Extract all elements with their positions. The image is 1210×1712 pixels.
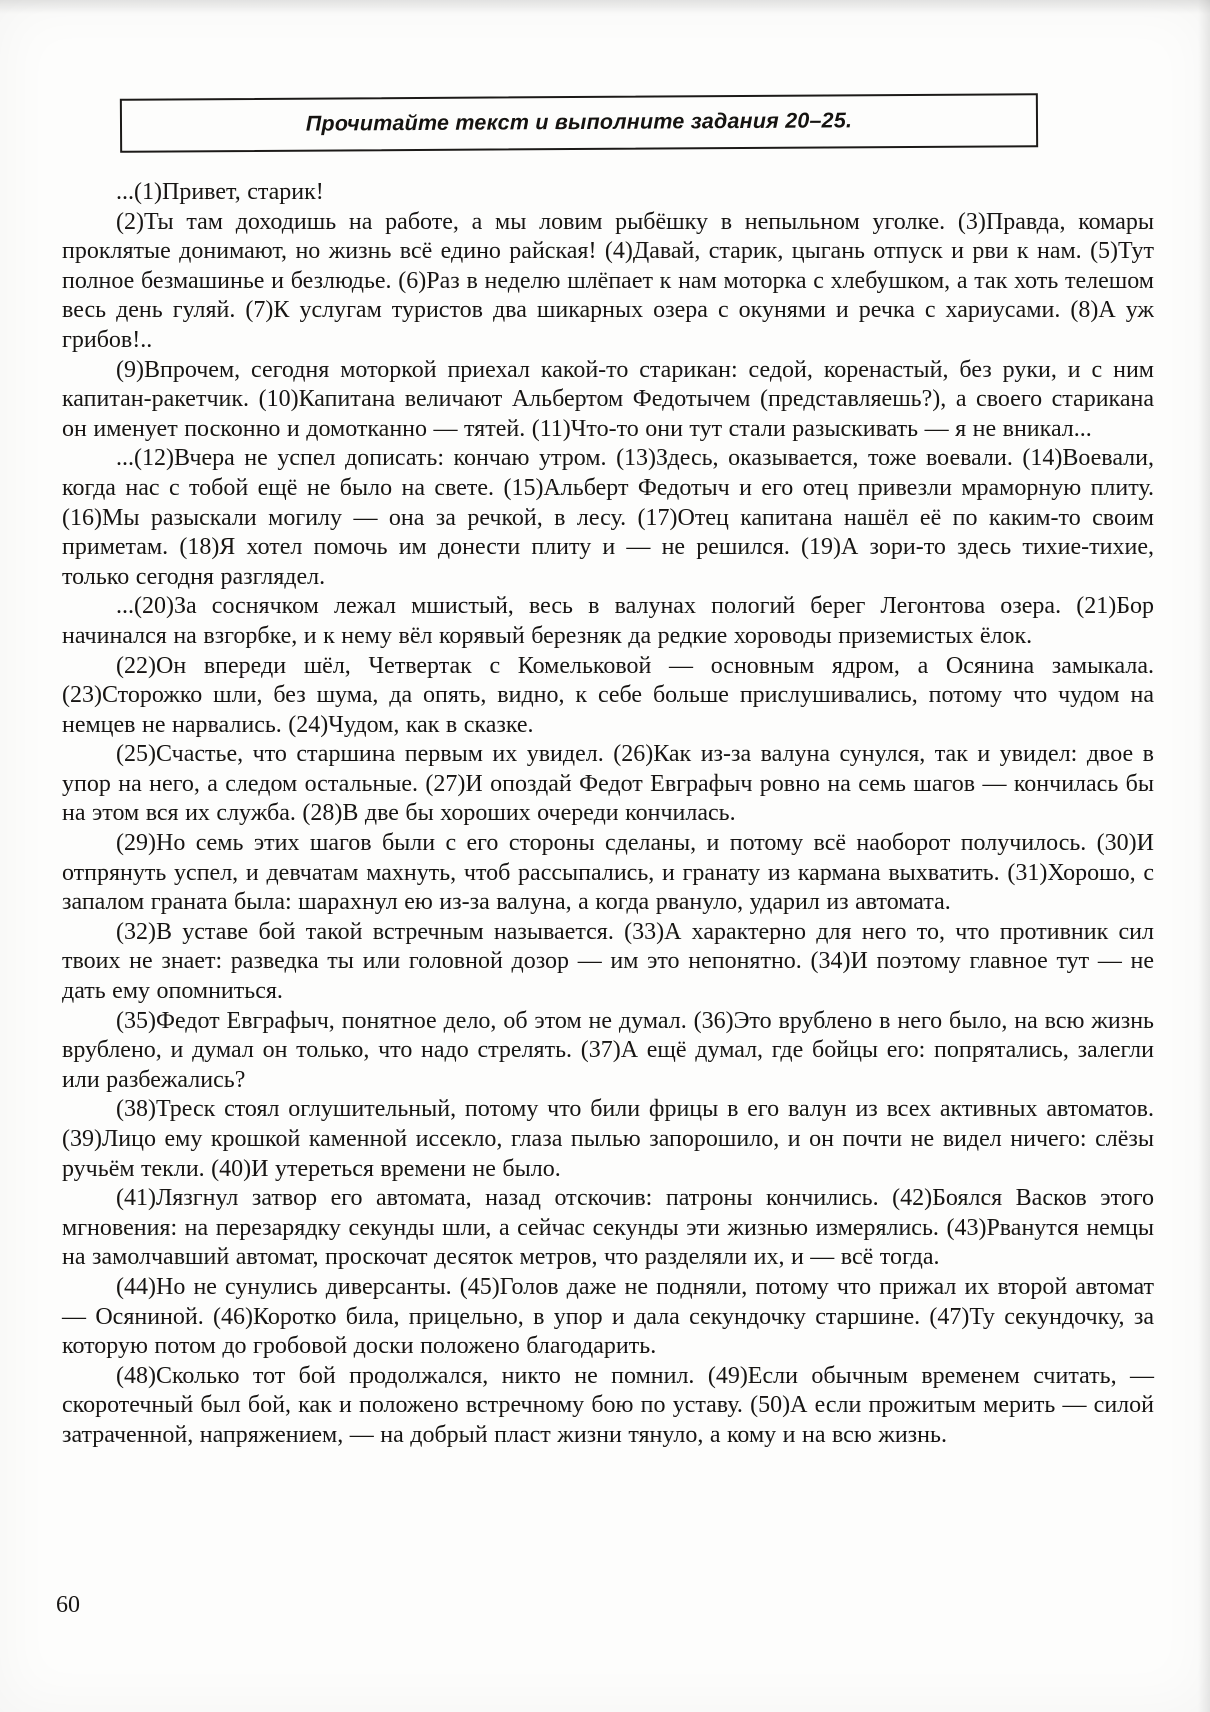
paragraph: ...(12)Вчера не успел дописать: кончаю утром. (13)Здесь, оказывается, тоже воевали. (14)Воевали, когда нас с тобой ещё не было на свете. (15)Альберт Федотыч и его отец привезли мраморную плиту. (16)Мы разыскали могилу — она за речкой, в лесу. (17)Отец капитана нашёл её по каким-то своим приметам. (18)Я хотел помочь им донести плиту и — не решился. (19)А зори-то здесь тихие-тихие, только сегодня разглядел. — [62, 445, 1154, 590]
paragraph: (35)Федот Евграфыч, понятное дело, об этом не думал. (36)Это врублено в него было, на всю жизнь врублено, и думал он только, что надо стрелять. (37)А ещё думал, где бойцы его: попрятались, залегли или разбежались? — [62, 1007, 1154, 1093]
task-instruction: Прочитайте текст и выполните задания 20–25. — [305, 108, 853, 136]
page-number: 60 — [56, 1592, 80, 1618]
paragraph: (48)Сколько тот бой продолжался, никто не помнил. (49)Если обычным временем считать, — скоротечный был бой, как и положено встречному бою по уставу. (50)А если прожитым мерить — силой затраченной, напряжением, — на добрый пласт жизни тянуло, а кому и на всю жизнь. — [62, 1362, 1154, 1448]
paragraph: (41)Лязгнул затвор его автомата, назад отскочив: патроны кончились. (42)Боялся Васков этого мгновения: на перезарядку секунды шли, а сейчас секунды эти жизнью измерялись. (43)Рванутся немцы на замолчавший автомат, проскочат десяток метров, что разделяли их, и — всё тогда. — [62, 1185, 1154, 1271]
paragraph: (22)Он впереди шёл, Четвертак с Комельковой — основным ядром, а Осянина замыкала. (23)Сторожко шли, без шума, да опять, видно, к себе больше прислушивались, потому что чудом на немцев не нарвались. (24)Чудом, как в сказке. — [62, 652, 1154, 738]
paragraph: (32)В уставе бой такой встречным называется. (33)А характерно для него то, что противник сил твоих не знает: разведка ты или головной дозор — им это непонятно. (34)И поэтому главное тут — не дать ему опомниться. — [62, 918, 1154, 1005]
paragraph: (29)Но семь этих шагов были с его стороны сделаны, и потому всё наоборот получилось. (30)И отпрянуть успел, и девчатам махнуть, чтоб рассыпались, и гранату из кармана выхватить. (31)Хорошо, с запалом граната была: шарахнул ею из-за валуна, а когда рвануло, ударил из автомата. — [62, 830, 1154, 916]
reading-text — [62, 178, 1154, 1451]
paragraph: (9)Впрочем, сегодня моторкой приехал какой-то старикан: седой, коренастый, без руки, и с ним капитан-ракетчик. (10)Капитана величают Альбертом Федотычем (представляешь?), а своего старикана он именует посконно и домотканно — тятей. (11)Что-то они тут стали разыскивать — я не вникал... — [62, 356, 1154, 442]
task-instruction-box — [120, 93, 1038, 153]
paragraph: ...(1)Привет, старик! — [116, 179, 324, 205]
paragraph: ...(20)За соснячком лежал мшистый, весь в валунах пологий берег Легонтова озера. (21)Бор начинался на взгорбке, и к нему вёл корявый березняк да редкие хороводы приземистых ёлок. — [62, 593, 1154, 649]
paragraph: (38)Треск стоял оглушительный, потому что били фрицы в его валун из всех активных автоматов. (39)Лицо ему крошкой каменной иссекло, глаза пылью запорошило, и он почти не видел ничего: слёзы ручьём текли. (40)И утереться времени не было. — [62, 1096, 1154, 1182]
paragraph: (2)Ты там доходишь на работе, а мы ловим рыбёшку в непыльном уголке. (3)Правда, комары проклятые донимают, но жизнь всё едино райская! (4)Давай, старик, цыгань отпуск и рви к нам. (5)Тут полное безмашинье и безлюдье. (6)Раз в неделю шлёпает к нам моторка с хлебушком, а так хоть телешом весь день гуляй. (7)К услугам туристов два шикарных озера с окунями и речка с хариусами. (8)А уж грибов!.. — [62, 208, 1154, 353]
paragraph: (44)Но не сунулись диверсанты. (45)Голов даже не подняли, потому что прижал их второй автомат — Осяниной. (46)Коротко била, прицельно, в упор и дала секундочку старшине. (47)Ту секундочку, за которую потом до гробовой доски положено благодарить. — [62, 1273, 1154, 1360]
paragraph: (25)Счастье, что старшина первым их увидел. (26)Как из-за валуна сунулся, так и увидел: двое в упор на него, а следом остальные. (27)И опоздай Федот Евграфыч ровно на семь шагов — кончилась бы на этом вся их служба. (28)В две бы хороших очереди кончилась. — [62, 741, 1154, 827]
